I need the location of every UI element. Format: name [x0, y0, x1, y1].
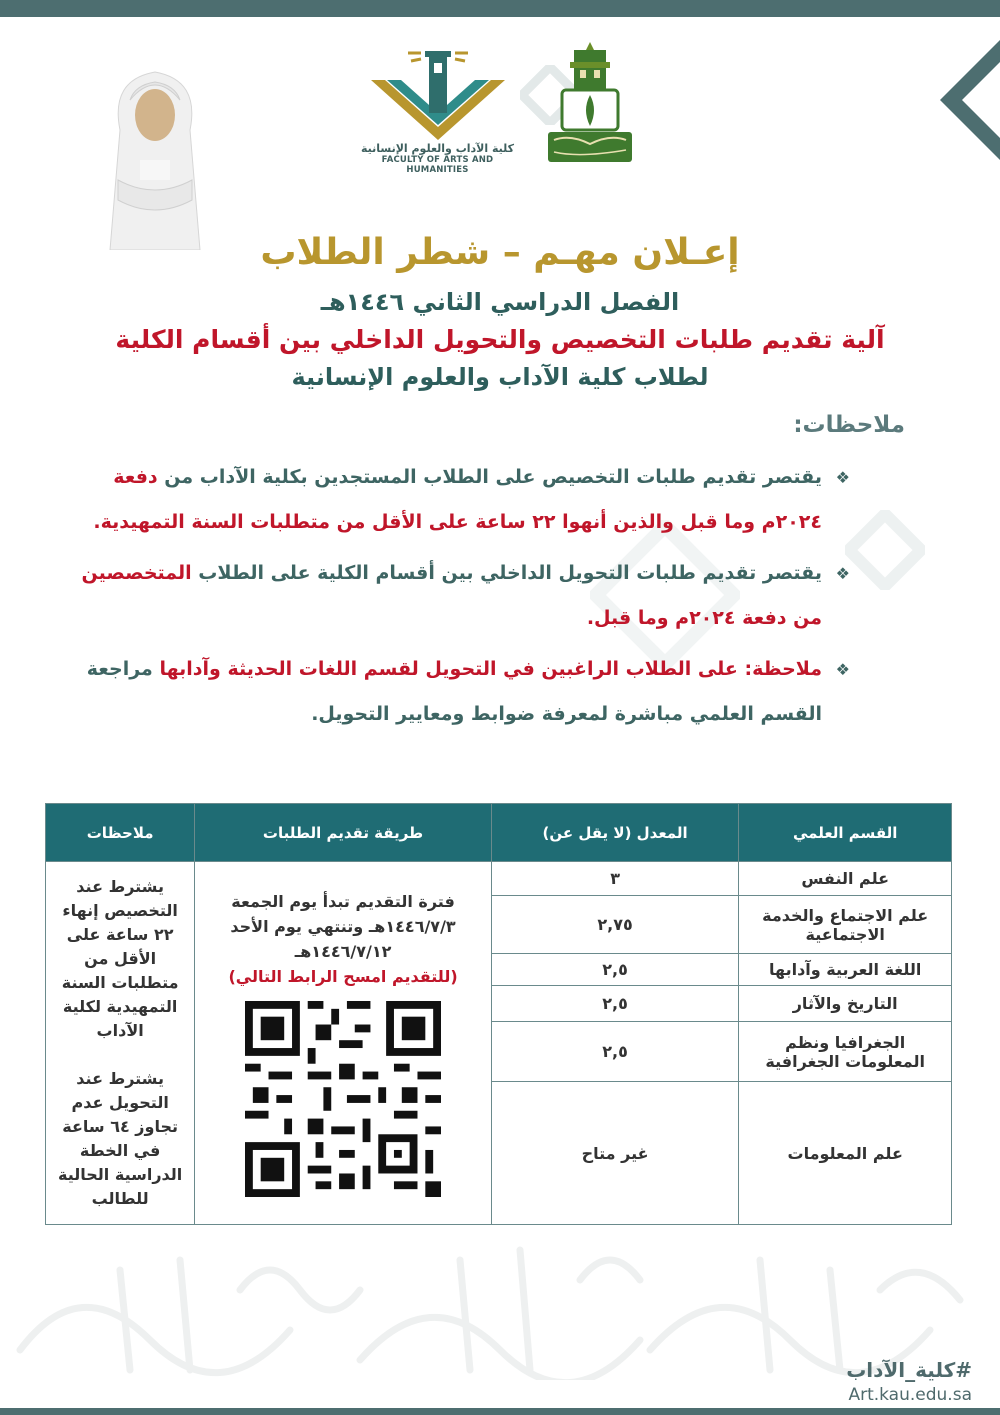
- gpa-cell: ٣: [491, 862, 739, 896]
- diamond-bullet-icon: ❖: [835, 564, 850, 583]
- header-gpa: المعدل (لا يقل عن): [491, 804, 739, 862]
- gpa-cell: ٢,٧٥: [491, 896, 739, 954]
- website-link[interactable]: Art.kau.edu.sa: [848, 1385, 972, 1405]
- dept-cell: علم النفس: [739, 862, 952, 896]
- table-header-row: [46, 804, 952, 862]
- note-item: [80, 647, 850, 737]
- note-lead: يقتصر تقديم طلبات التحويل الداخلي بين أقسام الكلية على الطلاب: [198, 562, 822, 584]
- faculty-name-english: FACULTY OF ARTS AND HUMANITIES: [381, 155, 494, 175]
- mechanism-subtitle: آلية تقديم طلبات التخصيص والتحويل الداخلي بين أقسام الكلية: [115, 325, 885, 354]
- chevron-decoration-icon: [940, 40, 1000, 160]
- top-bar: [0, 0, 1000, 17]
- note-item: [80, 455, 850, 545]
- notes-title: ملاحظات:: [793, 412, 905, 438]
- hashtag: #كلية_الآداب: [846, 1358, 972, 1382]
- diamond-bullet-icon: ❖: [835, 660, 850, 679]
- method-cell: [195, 862, 492, 1225]
- gpa-cell: غير متاح: [491, 1082, 739, 1225]
- dept-cell: اللغة العربية وآدابها: [739, 954, 952, 986]
- note-rest: المتخصصين من دفعة ٢٠٢٤م وما قبل.: [81, 562, 822, 629]
- header-remarks: ملاحظات: [46, 804, 195, 862]
- note-rest: دفعة ٢٠٢٤م وما قبل والذين أنهوا ٢٢ ساعة على الأقل من متطلبات السنة التمهيدية.: [93, 466, 822, 533]
- diamond-decoration-icon: [845, 510, 925, 590]
- header-method: طريقة تقديم الطلبات: [195, 804, 492, 862]
- faculty-logo: [350, 45, 525, 180]
- bottom-bar: [0, 1408, 1000, 1415]
- note-rest: مراجعة القسم العلمي مباشرة لمعرفة ضوابط ومعايير التحويل.: [86, 658, 822, 725]
- audience-subtitle: لطلاب كلية الآداب والعلوم الإنسانية: [291, 363, 709, 391]
- kau-logo: [540, 40, 640, 170]
- departments-table: [45, 803, 952, 1225]
- transfer-remark: يشترط عند التحويل عدم تجاوز ٦٤ ساعة في الخطة الدراسية الحالية للطالب: [58, 1069, 183, 1208]
- qr-code[interactable]: [245, 1001, 441, 1197]
- student-illustration: [80, 60, 230, 250]
- note-item: [80, 551, 850, 641]
- faculty-name-arabic: كلية الآداب والعلوم الإنسانية: [360, 142, 515, 155]
- semester-subtitle: الفصل الدراسي الثاني ١٤٤٦هـ: [320, 288, 680, 316]
- note-lead: ملاحظة: على الطلاب الراغبين في التحويل لقسم اللغات الحديثة وآدابها: [159, 658, 822, 680]
- header-dept: القسم العلمي: [739, 804, 952, 862]
- gpa-cell: ٢,٥: [491, 954, 739, 986]
- method-text: فترة التقديم تبدأ يوم الجمعة ١٤٤٦/٧/٣هـ وتنتهي يوم الأحد ١٤٤٦/٧/١٢هـ: [230, 892, 456, 961]
- diamond-bullet-icon: ❖: [835, 468, 850, 487]
- dept-cell: الجغرافيا ونظم المعلومات الجغرافية: [739, 1022, 952, 1082]
- dept-cell: علم الاجتماع والخدمة الاجتماعية: [739, 896, 952, 954]
- link-note: (للتقديم امسح الرابط التالي): [228, 967, 458, 986]
- table-row: [46, 862, 952, 896]
- dept-cell: علم المعلومات: [739, 1082, 952, 1225]
- gpa-cell: ٢,٥: [491, 986, 739, 1022]
- dept-cell: التاريخ والآثار: [739, 986, 952, 1022]
- remarks-cell: [46, 862, 195, 1225]
- note-lead: يقتصر تقديم طلبات التخصيص على الطلاب المستجدين بكلية الآداب من: [164, 466, 822, 488]
- specialization-remark: يشترط عند التخصيص إنهاء ٢٢ ساعة على الأقل من متطلبات السنة التمهيدية لكلية الآداب: [61, 877, 179, 1040]
- faculty-emblem-icon: [363, 45, 513, 140]
- announcement-title: إعـلان مهـم – شطر الطلاب: [260, 232, 740, 273]
- gpa-cell: ٢,٥: [491, 1022, 739, 1082]
- notes-list: [80, 455, 850, 743]
